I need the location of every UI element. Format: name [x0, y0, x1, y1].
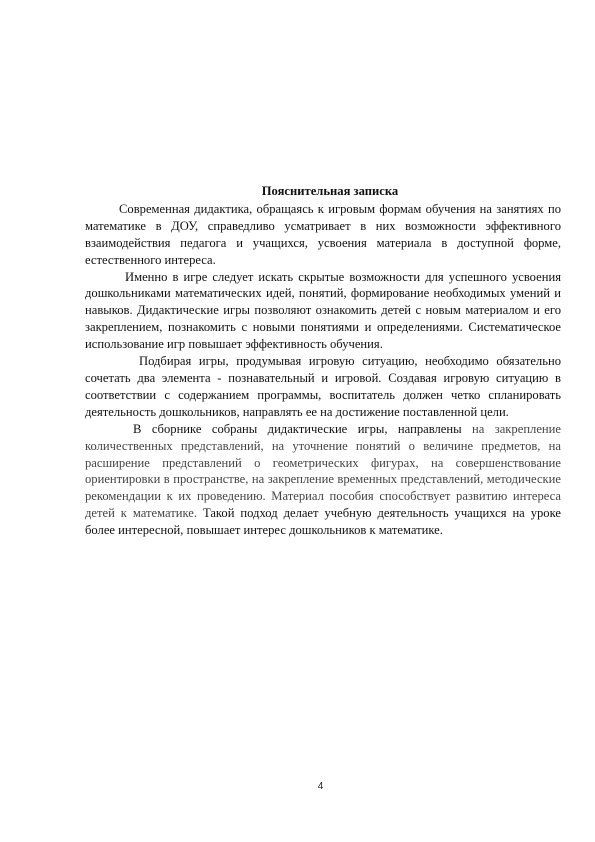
paragraph-2: Именно в игре следует искать скрытые возможности для успешного усвоения дошкольниками математических идей, понятий, формирование необходимых умений и навыков. Дидактические игры позволяют ознакомить детей с новым материалом и его закреплением, познакомить с новыми понятиями и определениями. Систематическое использование игр повышает эффективность обучения. — [85, 269, 561, 352]
paragraph-4-part-1: В сборнике собраны дидактические игры, направлены — [133, 421, 462, 436]
paragraph-4-part-2: на закрепление количественных представлений, на уточнение понятий о величине предметов, на расширение представлений о геометрических фигурах, на совершенствование ориентировки в пространстве, на закрепление временных представлений, методические рекомендации к их проведению. Материал пособия способствует развитию интереса детей к математике. — [85, 421, 561, 521]
paragraph-4 — [85, 421, 561, 539]
paragraph-1: Современная дидактика, обращаясь к игровым формам обучения на занятиях по математике в ДОУ, справедливо усматривает в них возможности эффективного взаимодействия педагога и учащихся, усвоения материала в доступной форме, естественного интереса. — [85, 201, 561, 267]
paragraph-4-part-3: Такой подход делает учебную деятельность учащихся на уроке более интересной, повышает интерес дошкольников к математике. — [85, 506, 562, 538]
paragraph-3: Подбирая игры, продумывая игровую ситуацию, необходимо обязательно сочетать два элемента - познавательный и игровой. Создавая игровую ситуацию в соответствии с содержанием программы, воспитатель должен четко спланировать деятельность дошкольников, направлять ее на достижение поставленной цели. — [85, 354, 561, 419]
page-content — [85, 183, 561, 539]
page-title: Пояснительная записка — [261, 184, 399, 198]
page-number: 4 — [317, 781, 324, 792]
